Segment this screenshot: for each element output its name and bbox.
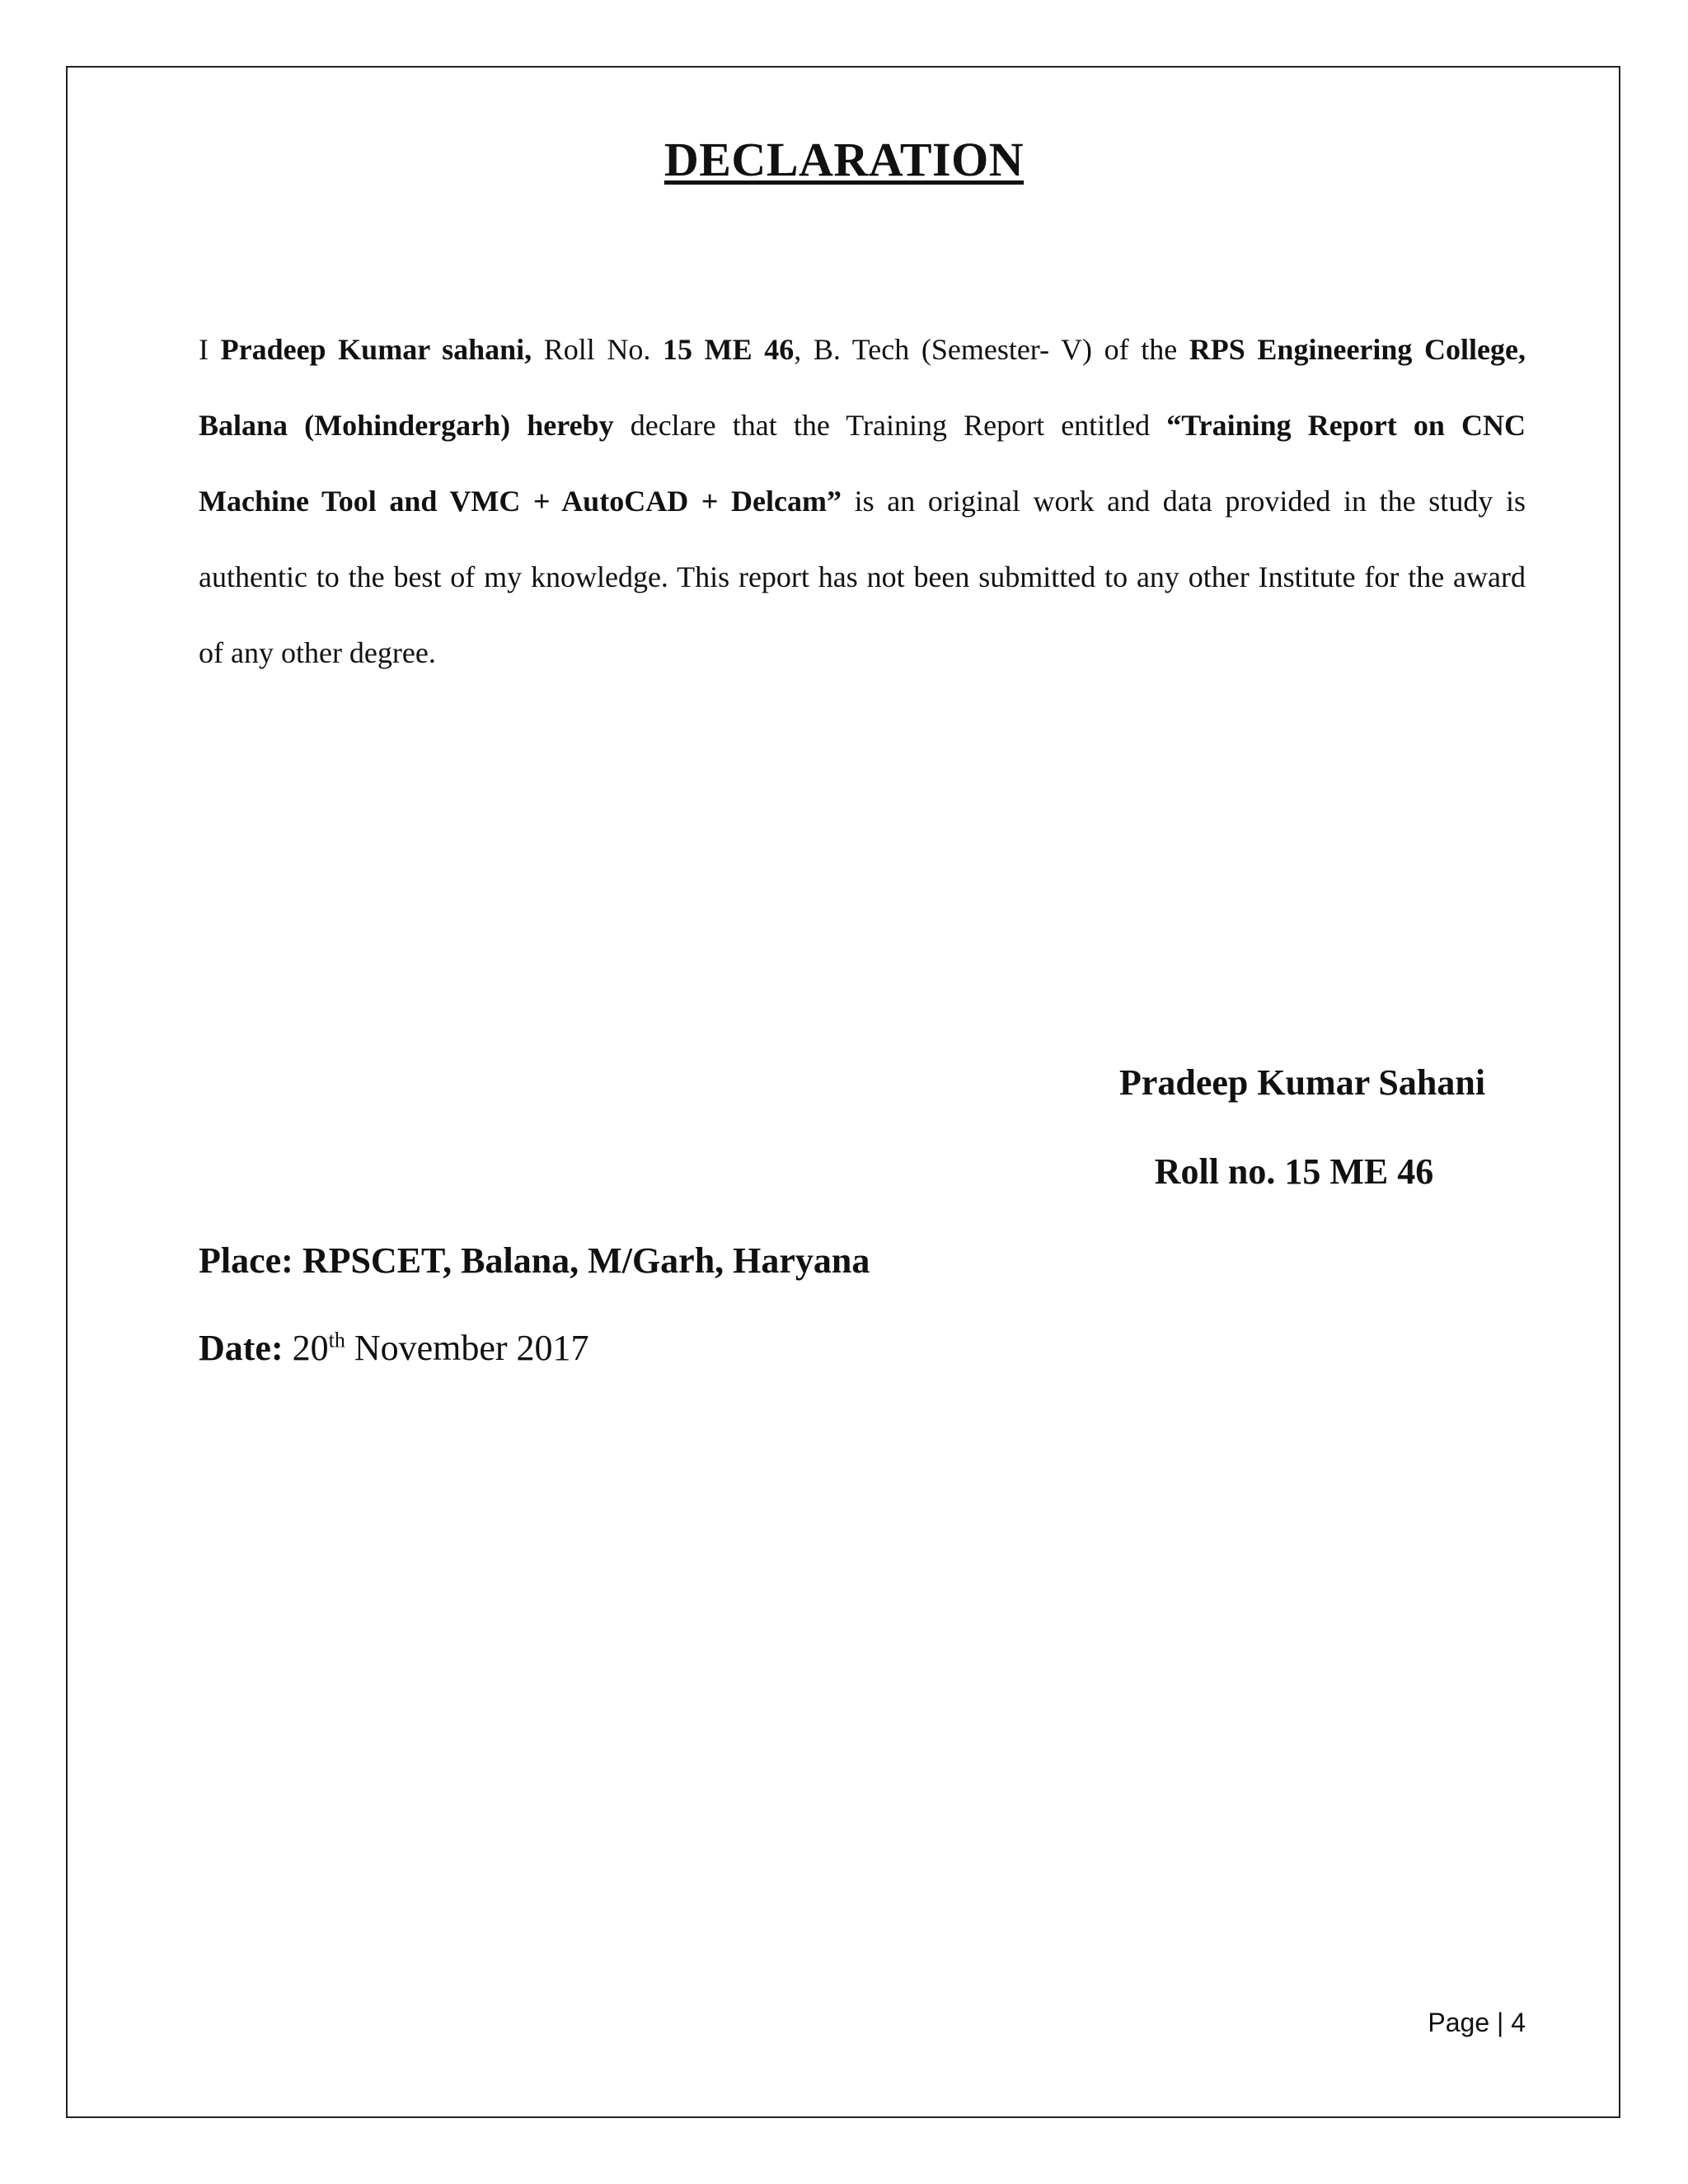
- declaration-text-1: I: [199, 333, 221, 366]
- date-day: 20: [292, 1328, 329, 1368]
- declaration-text-3: , B. Tech (Semester- V) of the: [794, 333, 1189, 366]
- date-rest: November 2017: [354, 1328, 589, 1368]
- declaration-paragraph: [199, 312, 1526, 691]
- signature-name: Pradeep Kumar Sahani: [1118, 1062, 1486, 1103]
- declarant-roll: 15 ME 46: [663, 333, 795, 366]
- declaration-text-4: declare that the Training Report entitled: [613, 409, 1167, 442]
- declaration-text-5: is an original work and data provided in the study is authentic to the best of my knowledge. This report has not been submitted to any other Institute for the award of any other degree.: [199, 485, 1526, 669]
- date-suffix: th: [328, 1328, 345, 1352]
- place-line: Place: RPSCET, Balana, M/Garh, Haryana: [199, 1240, 870, 1281]
- signature-roll: Roll no. 15 ME 46: [1154, 1151, 1434, 1192]
- declaration-text-2: Roll No.: [532, 333, 663, 366]
- declarant-name: Pradeep Kumar sahani,: [220, 333, 532, 366]
- date-label: Date:: [199, 1328, 284, 1368]
- page-title: DECLARATION: [663, 133, 1025, 186]
- report-title: “Training Report on CNC Machine Tool and VMC + AutoCAD + Delcam”: [199, 409, 1526, 518]
- date-line: [199, 1327, 589, 1369]
- college-name: RPS Engineering College, Balana (Mohindergarh) hereby: [199, 333, 1526, 442]
- page-number: Page | 4: [1428, 2008, 1526, 2037]
